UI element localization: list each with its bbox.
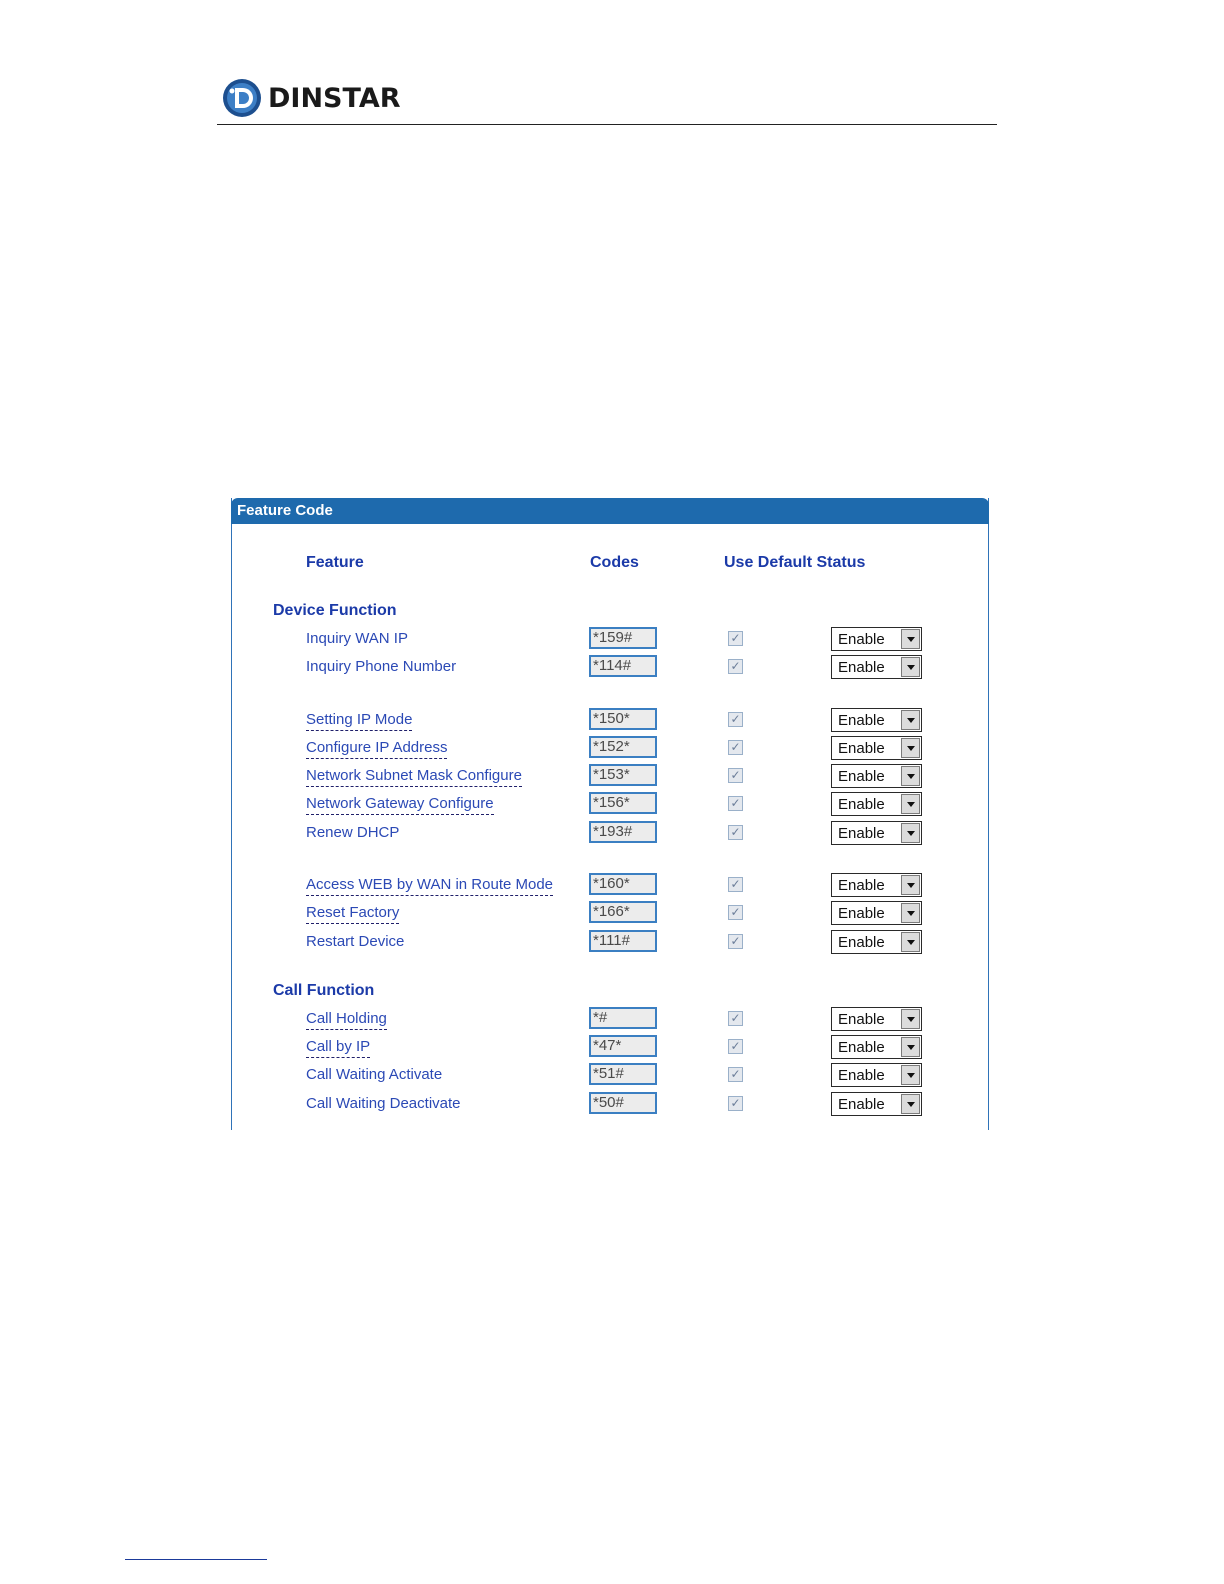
checkmark-icon: ✓ <box>730 1067 741 1081</box>
feature-code-input[interactable]: *159# <box>589 627 657 649</box>
feature-code-input[interactable]: *193# <box>589 821 657 843</box>
feature-row <box>0 708 1224 734</box>
use-default-checkbox[interactable] <box>728 1067 743 1082</box>
feature-row <box>0 821 1224 847</box>
feature-label[interactable]: Network Subnet Mask Configure <box>306 767 522 787</box>
feature-code-input[interactable]: *111# <box>589 930 657 952</box>
feature-label: Restart Device <box>306 933 405 950</box>
dinstar-logo-icon <box>222 78 262 118</box>
feature-row <box>0 1092 1224 1118</box>
feature-code-input[interactable]: *51# <box>589 1063 657 1085</box>
feature-row <box>0 1035 1224 1061</box>
feature-row <box>0 655 1224 681</box>
status-select-value: Enable <box>838 712 885 729</box>
chevron-down-icon[interactable] <box>901 1009 920 1029</box>
use-default-checkbox[interactable] <box>728 631 743 646</box>
feature-row <box>0 736 1224 762</box>
use-default-checkbox[interactable] <box>728 712 743 727</box>
status-select-value: Enable <box>838 825 885 842</box>
feature-row <box>0 930 1224 956</box>
use-default-checkbox[interactable] <box>728 1011 743 1026</box>
feature-label[interactable]: Reset Factory <box>306 904 399 924</box>
feature-label[interactable]: Setting IP Mode <box>306 711 412 731</box>
checkmark-icon: ✓ <box>730 825 741 839</box>
chevron-down-icon[interactable] <box>901 875 920 895</box>
feature-row <box>0 901 1224 927</box>
feature-label: Inquiry Phone Number <box>306 658 457 675</box>
status-select[interactable] <box>831 1035 922 1059</box>
checkmark-icon: ✓ <box>730 1039 741 1053</box>
chevron-down-icon[interactable] <box>901 903 920 923</box>
status-select[interactable] <box>831 764 922 788</box>
feature-row <box>0 1007 1224 1033</box>
status-select-value: Enable <box>838 1067 885 1084</box>
feature-code-input[interactable]: *114# <box>589 655 657 677</box>
status-select[interactable] <box>831 1063 922 1087</box>
status-select[interactable] <box>831 821 922 845</box>
use-default-checkbox[interactable] <box>728 877 743 892</box>
feature-label[interactable]: Network Gateway Configure <box>306 795 494 815</box>
feature-code-input[interactable]: *152* <box>589 736 657 758</box>
chevron-down-icon[interactable] <box>901 738 920 758</box>
header-rule <box>217 124 997 125</box>
feature-row <box>0 873 1224 899</box>
feature-code-input[interactable]: *47* <box>589 1035 657 1057</box>
checkmark-icon: ✓ <box>730 1096 741 1110</box>
status-select[interactable] <box>831 736 922 760</box>
chevron-down-icon[interactable] <box>901 1037 920 1057</box>
checkmark-icon: ✓ <box>730 631 741 645</box>
checkmark-icon: ✓ <box>730 712 741 726</box>
status-select[interactable] <box>831 627 922 651</box>
panel-title-bar <box>231 498 989 524</box>
checkmark-icon: ✓ <box>730 659 741 673</box>
use-default-checkbox[interactable] <box>728 768 743 783</box>
status-select-value: Enable <box>838 631 885 648</box>
checkmark-icon: ✓ <box>730 768 741 782</box>
feature-code-input[interactable]: *150* <box>589 708 657 730</box>
column-header-codes: Codes <box>590 554 639 571</box>
footer-link-underline <box>125 1559 267 1560</box>
status-select[interactable] <box>831 1092 922 1116</box>
status-select[interactable] <box>831 873 922 897</box>
status-select[interactable] <box>831 792 922 816</box>
brand-logo-text: DINSTAR <box>268 82 401 114</box>
status-select-value: Enable <box>838 796 885 813</box>
checkmark-icon: ✓ <box>730 905 741 919</box>
status-select-value: Enable <box>838 877 885 894</box>
checkmark-icon: ✓ <box>730 934 741 948</box>
feature-label[interactable]: Access WEB by WAN in Route Mode <box>306 876 553 896</box>
chevron-down-icon[interactable] <box>901 1065 920 1085</box>
feature-label: Call Waiting Deactivate <box>306 1095 461 1112</box>
column-header-feature: Feature <box>306 554 364 571</box>
status-select-value: Enable <box>838 740 885 757</box>
chevron-down-icon[interactable] <box>901 823 920 843</box>
feature-row <box>0 764 1224 790</box>
use-default-checkbox[interactable] <box>728 1096 743 1111</box>
chevron-down-icon[interactable] <box>901 766 920 786</box>
feature-label[interactable]: Call Holding <box>306 1010 387 1030</box>
status-select[interactable] <box>831 1007 922 1031</box>
section-call-function: Call Function <box>273 982 375 999</box>
feature-row <box>0 1063 1224 1089</box>
use-default-checkbox[interactable] <box>728 659 743 674</box>
status-select-value: Enable <box>838 1011 885 1028</box>
status-select-value: Enable <box>838 659 885 676</box>
feature-label: Call Waiting Activate <box>306 1066 443 1083</box>
status-select[interactable] <box>831 901 922 925</box>
chevron-down-icon[interactable] <box>901 657 920 677</box>
use-default-checkbox[interactable] <box>728 934 743 949</box>
feature-code-input[interactable]: *153* <box>589 764 657 786</box>
feature-label[interactable]: Configure IP Address <box>306 739 447 759</box>
use-default-checkbox[interactable] <box>728 740 743 755</box>
feature-code-input[interactable]: *166* <box>589 901 657 923</box>
use-default-checkbox[interactable] <box>728 905 743 920</box>
feature-row <box>0 792 1224 818</box>
use-default-checkbox[interactable] <box>728 796 743 811</box>
status-select-value: Enable <box>838 905 885 922</box>
feature-label[interactable]: Call by IP <box>306 1038 370 1058</box>
checkmark-icon: ✓ <box>730 740 741 754</box>
status-select-value: Enable <box>838 1039 885 1056</box>
status-select-value: Enable <box>838 934 885 951</box>
chevron-down-icon[interactable] <box>901 629 920 649</box>
status-select[interactable] <box>831 655 922 679</box>
status-select[interactable] <box>831 930 922 954</box>
feature-code-input[interactable]: *# <box>589 1007 657 1029</box>
feature-label: Inquiry WAN IP <box>306 630 408 647</box>
status-select-value: Enable <box>838 768 885 785</box>
brand-logo <box>222 78 401 118</box>
checkmark-icon: ✓ <box>730 1011 741 1025</box>
use-default-checkbox[interactable] <box>728 1039 743 1054</box>
chevron-down-icon[interactable] <box>901 794 920 814</box>
checkmark-icon: ✓ <box>730 877 741 891</box>
status-select[interactable] <box>831 708 922 732</box>
checkmark-icon: ✓ <box>730 796 741 810</box>
column-header-use-default-status: Use Default Status <box>724 554 866 571</box>
use-default-checkbox[interactable] <box>728 825 743 840</box>
status-select-value: Enable <box>838 1096 885 1113</box>
feature-code-input[interactable]: *50# <box>589 1092 657 1114</box>
section-device-function: Device Function <box>273 602 397 619</box>
feature-label: Renew DHCP <box>306 824 400 841</box>
chevron-down-icon[interactable] <box>901 710 920 730</box>
feature-code-input[interactable]: *156* <box>589 792 657 814</box>
chevron-down-icon[interactable] <box>901 1094 920 1114</box>
feature-code-input[interactable]: *160* <box>589 873 657 895</box>
panel-title: Feature Code <box>237 502 333 519</box>
feature-row <box>0 627 1224 653</box>
chevron-down-icon[interactable] <box>901 932 920 952</box>
